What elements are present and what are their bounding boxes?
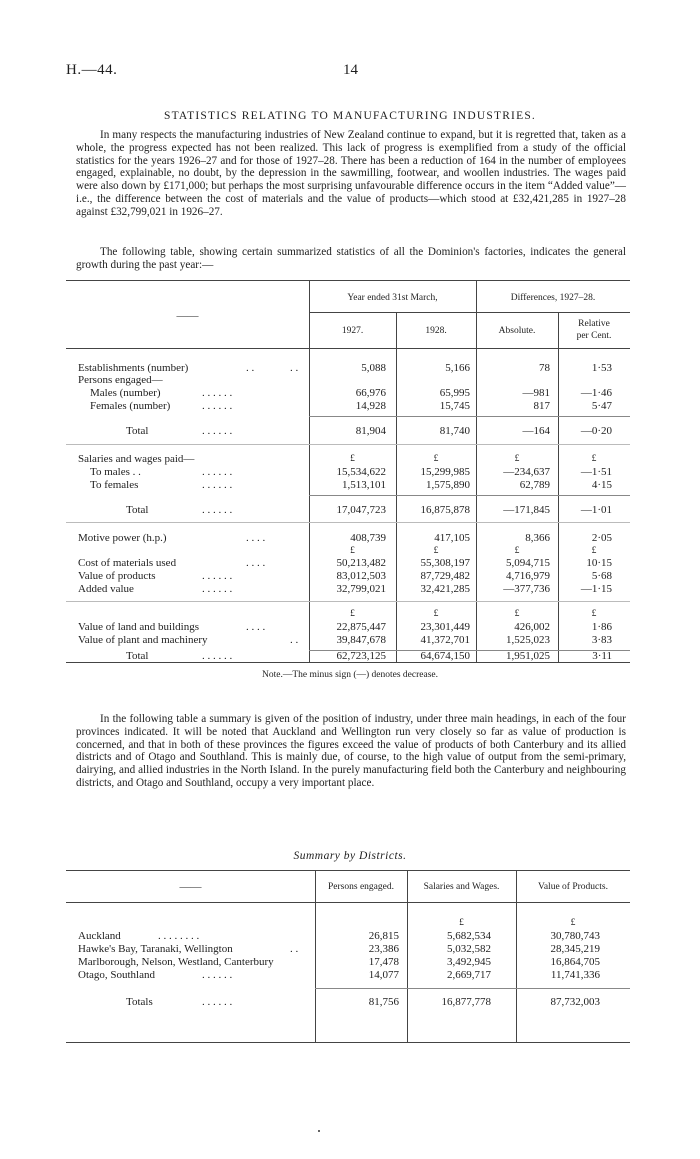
- table-cell: 11,741,336: [550, 969, 600, 981]
- row-label: Motive power (h.p.): [78, 532, 167, 544]
- group-header-year: Year ended 31st March,: [347, 293, 438, 303]
- section-rule: [66, 522, 630, 523]
- subtotal-rule: [315, 988, 630, 989]
- section-title: STATISTICS RELATING TO MANUFACTURING INDUSTRIES.: [164, 110, 536, 122]
- table-cell: 17,047,723: [336, 504, 386, 516]
- leader-dots: . . . . . .: [202, 583, 233, 595]
- table-cell: 23,301,449: [420, 621, 470, 633]
- table-cell: 5,682,534: [447, 930, 491, 942]
- table-cell: 15,299,985: [420, 466, 470, 478]
- table-cell: 39,847,678: [336, 634, 386, 646]
- table-cell: —1·46: [580, 387, 612, 399]
- table-cell: 23,386: [368, 943, 399, 955]
- subtotal-rule: [309, 416, 630, 417]
- table-cell: —234,637: [503, 466, 550, 478]
- table-cell: 1·53: [591, 362, 612, 374]
- table-cell: 81,756: [368, 996, 399, 1008]
- table-cell: 5·47: [591, 400, 612, 412]
- table-cell: 62,789: [519, 479, 550, 491]
- table-cell: 87,732,003: [550, 996, 600, 1008]
- table-bottom-rule: [66, 1042, 630, 1043]
- table-cell: 10·15: [586, 557, 612, 569]
- leader-dots: . . . . . .: [202, 570, 233, 582]
- table-cell: 62,723,125: [336, 650, 386, 662]
- pound-sign: £: [350, 546, 355, 556]
- table-cell: 417,105: [434, 532, 470, 544]
- table-cell: 28,345,219: [550, 943, 600, 955]
- table-cell: 2·05: [591, 532, 612, 544]
- table-note: Note.—The minus sign (—) denotes decrease.: [262, 670, 438, 680]
- leader-dots: . . . . . .: [202, 969, 233, 981]
- table-cell: 41,372,701: [420, 634, 470, 646]
- table-cell: 78: [539, 362, 550, 374]
- table-cell: 5,032,582: [447, 943, 491, 955]
- leader-dots: . . . . . . . .: [158, 930, 200, 942]
- table-cell: 32,421,285: [420, 583, 470, 595]
- col-header-persons: Persons engaged.: [328, 882, 394, 892]
- leader-dots: . .: [290, 943, 299, 955]
- table-cell: 1,951,025: [506, 650, 550, 662]
- table-cell: 5,088: [361, 362, 386, 374]
- table-cell: 81,740: [439, 425, 470, 437]
- pound-sign: £: [433, 609, 439, 619]
- summary-paragraph: [76, 713, 626, 790]
- table-cell: 81,904: [355, 425, 386, 437]
- print-speck: [318, 1130, 320, 1132]
- table-cell: 817: [533, 400, 550, 412]
- table-group-rule: [309, 312, 630, 313]
- section-rule: [66, 444, 630, 445]
- table-top-rule: [66, 280, 630, 281]
- pound-sign: £: [570, 918, 576, 928]
- leader-dots: . . . .: [246, 557, 266, 569]
- intro-paragraph-2: [76, 246, 626, 272]
- table-cell: —171,845: [503, 504, 550, 516]
- pound-sign: £: [350, 454, 355, 464]
- leader-dots: . .: [290, 634, 299, 646]
- table-cell: 65,995: [439, 387, 470, 399]
- pound-sign: £: [514, 609, 520, 619]
- leader-dots: . . . . . .: [202, 504, 233, 516]
- table-cell: 30,780,743: [550, 930, 600, 942]
- summary-table-title: Summary by Districts.: [293, 850, 407, 862]
- table-cell: 2,669,717: [447, 969, 491, 981]
- table-cell: 1,525,023: [506, 634, 550, 646]
- table-cell: 15,745: [439, 400, 470, 412]
- table-cell: 1,575,890: [426, 479, 470, 491]
- intro-paragraph-2-text: The following table, showing certain summarized statistics of all the Dominion's factories, indicates the general growth during the past year:—: [76, 246, 626, 271]
- intro-paragraph-1: [76, 129, 626, 219]
- table-cell: 17,478: [368, 956, 399, 968]
- col-header-absolute: Absolute.: [498, 326, 536, 336]
- district-label: Marlborough, Nelson, Westland, Canterbury: [78, 956, 274, 968]
- leader-dots: . . . . . .: [202, 400, 233, 412]
- col-header-value: Value of Products.: [538, 882, 608, 892]
- table-cell: 8,366: [525, 532, 550, 544]
- section-rule: [66, 601, 630, 602]
- table-cell: —981: [522, 387, 550, 399]
- leader-dots: . .: [290, 362, 299, 374]
- pound-sign: £: [591, 454, 597, 464]
- row-group-label: Salaries and wages paid—: [78, 453, 195, 465]
- row-label: Value of products: [78, 570, 156, 582]
- report-code: H.—44.: [66, 62, 118, 78]
- table-cell: 16,864,705: [550, 956, 600, 968]
- leader-dots: . . . . . .: [202, 387, 233, 399]
- table-cell: 408,739: [350, 532, 386, 544]
- leader-dots: . .: [246, 362, 255, 374]
- pound-sign: £: [433, 546, 439, 556]
- table-cell: 14,077: [368, 969, 399, 981]
- leader-dots: . . . . . .: [202, 425, 233, 437]
- table-cell: 66,976: [355, 387, 386, 399]
- leader-dots: . . . . . .: [202, 479, 233, 491]
- table-cell: 3·11: [592, 650, 612, 662]
- table-cell: 3,492,945: [447, 956, 491, 968]
- table-cell: —1·15: [580, 583, 612, 595]
- col-header-1928: 1928.: [425, 326, 447, 336]
- pound-sign: £: [591, 609, 597, 619]
- pound-sign: £: [591, 546, 597, 556]
- page-number: 14: [343, 62, 358, 78]
- district-label: Auckland: [78, 930, 121, 942]
- row-label: Establishments (number): [78, 362, 189, 374]
- table-cell: —164: [522, 425, 550, 437]
- table-cell: 4·15: [591, 479, 612, 491]
- summary-paragraph-text: In the following table a summary is given of the position of industry, under three main headings, in each of the four provinces indicated. It will be noted that Auckland and Wellington run very closely so far as value of production is concerned, and that in both of these provinces the figures exceed the value of products of both Canterbury and its allied districts and of Otago and Southland. This is mainly due, of course, to the high value of output from the semi-primary, dairying, and allied industries in the North Island. In the purely manufacturing field both the Canterbury and neighbouring districts, and Otago and Southland, occupy a very important place.: [76, 713, 626, 789]
- stub-header: ——: [176, 310, 199, 322]
- table-cell: 426,002: [514, 621, 550, 633]
- table-cell: —377,736: [503, 583, 550, 595]
- row-label: Value of plant and machinery: [78, 634, 208, 646]
- leader-dots: . . . . . .: [202, 996, 233, 1008]
- table-header-rule: [66, 348, 630, 349]
- table-cell: 55,308,197: [420, 557, 470, 569]
- row-label: Value of land and buildings: [78, 621, 199, 633]
- table-cell: 3·83: [591, 634, 612, 646]
- col-header-relative: Relative: [578, 319, 610, 329]
- row-label-total: Total: [126, 650, 149, 662]
- table-cell: 16,877,778: [441, 996, 491, 1008]
- row-label: Females (number): [90, 400, 171, 412]
- table-cell: 22,875,447: [336, 621, 386, 633]
- col-header-relative: per Cent.: [576, 331, 612, 341]
- table-cell: 5,166: [445, 362, 470, 374]
- pound-sign: £: [514, 546, 520, 556]
- row-label-total: Total: [126, 425, 149, 437]
- table-top-rule: [66, 870, 630, 871]
- pound-sign: £: [350, 609, 355, 619]
- pound-sign: £: [459, 918, 464, 928]
- row-label: To females: [90, 479, 139, 491]
- table-cell: 1·86: [591, 621, 612, 633]
- col-header-salaries: Salaries and Wages.: [423, 882, 500, 892]
- table-bottom-rule: [66, 662, 630, 663]
- table-cell: 16,875,878: [420, 504, 470, 516]
- table-cell: 15,534,622: [336, 466, 386, 478]
- row-label: Males (number): [90, 387, 161, 399]
- totals-label: Totals: [126, 996, 153, 1008]
- intro-paragraph-1-text: In many respects the manufacturing industries of New Zealand continue to expand, but it is regretted that, taken as a whole, the progress expected has not been realized. This lack of progress is exemplified from a study of the official statistics for the years 1926–27 and for those of 1927–28. There has been a reduction of 164 in the number of employees engaged, explainable, no doubt, by the depression in the sawmilling, footwear, and woollen industries. The wages paid were also down by £171,000; but perhaps the most surprising unfavourable difference occurs in the item “Added value”—i.e., the difference between the cost of materials and the value of products—which stood at £32,421,285 in 1927–28 against £32,799,021 in 1926–27.: [76, 129, 626, 218]
- pound-sign: £: [433, 454, 439, 464]
- table-cell: 14,928: [355, 400, 386, 412]
- leader-dots: . . . .: [246, 532, 266, 544]
- table-cell: 83,012,503: [336, 570, 386, 582]
- row-group-label: Persons engaged—: [78, 374, 163, 386]
- table-cell: 50,213,482: [336, 557, 386, 569]
- table-cell: 87,729,482: [420, 570, 470, 582]
- stub-header: ——: [179, 881, 202, 893]
- group-header-differences: Differences, 1927–28.: [510, 293, 596, 303]
- table-cell: 32,799,021: [336, 583, 386, 595]
- table-cell: 4,716,979: [506, 570, 550, 582]
- table-cell: —1·51: [580, 466, 612, 478]
- row-label: Added value: [78, 583, 134, 595]
- leader-dots: . . . . . .: [202, 650, 233, 662]
- table-cell: 5,094,715: [506, 557, 550, 569]
- subtotal-rule: [309, 495, 630, 496]
- row-label: To males . .: [90, 466, 141, 478]
- table-cell: —1·01: [580, 504, 612, 516]
- table-header-rule: [66, 902, 630, 903]
- table-cell: 1,513,101: [342, 479, 386, 491]
- district-label: Hawke's Bay, Taranaki, Wellington: [78, 943, 233, 955]
- table-cell: —0·20: [580, 425, 612, 437]
- table-cell: 5·68: [591, 570, 612, 582]
- row-label-total: Total: [126, 504, 149, 516]
- col-header-1927: 1927.: [341, 326, 364, 336]
- table-cell: 64,674,150: [420, 650, 470, 662]
- leader-dots: . . . .: [246, 621, 266, 633]
- row-label: Cost of materials used: [78, 557, 177, 569]
- pound-sign: £: [514, 454, 520, 464]
- table-cell: 26,815: [368, 930, 399, 942]
- leader-dots: . . . . . .: [202, 466, 233, 478]
- district-label: Otago, Southland: [78, 969, 155, 981]
